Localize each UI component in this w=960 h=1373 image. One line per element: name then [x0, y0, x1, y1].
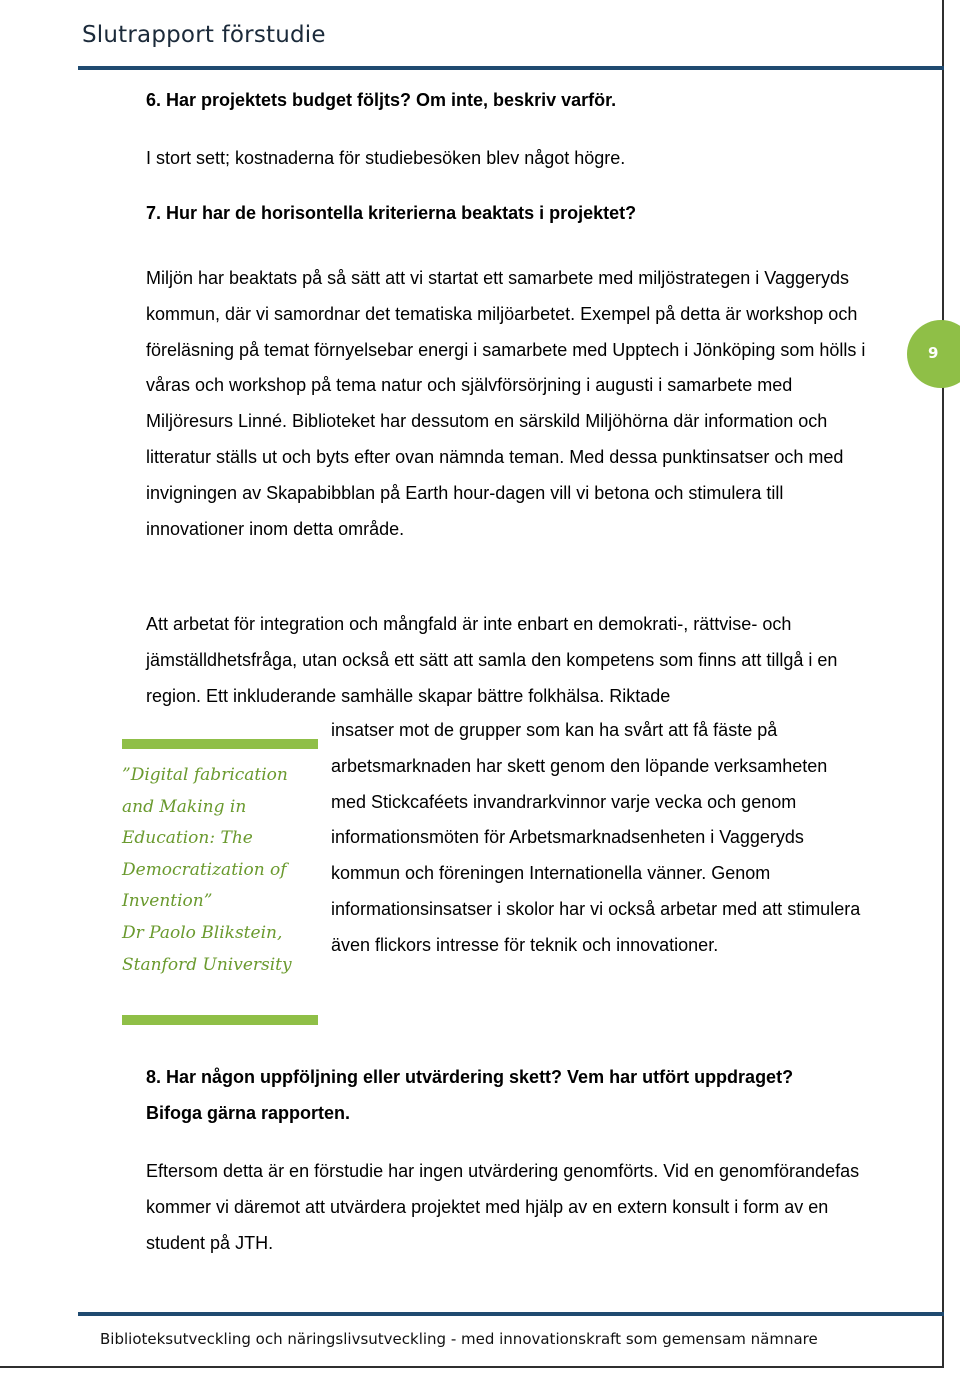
q6-heading: 6. Har projektets budget följts? Om inte, beskriv varför. — [146, 90, 617, 110]
pull-quote-author: Dr Paolo Blikstein, Stanford University — [122, 922, 292, 975]
q6-answer: I stort sett; kostnaderna för studiebesöken blev något högre. — [146, 148, 626, 168]
q7-heading: 7. Hur har de horisontella kriterierna beaktats i projektet? — [146, 203, 637, 223]
q8-heading: 8. Har någon uppföljning eller utvärdering skett? Vem har utfört uppdraget? Bifoga gärna rapporten. — [146, 1067, 794, 1123]
q7-paragraph-1: Miljön har beaktats på så sätt att vi startat ett samarbete med miljöstrategen i Vaggeryds kommun, där vi samordnar det tematiska miljöarbetet. Exempel på detta är workshop och föreläsning på temat förnyelsebar energi i samarbete med Upptech i Jönköping som hölls i våras och workshop på tema natur och självförsörjning i augusti i samarbete med Miljöresurs Linné. Biblioteket har dessutom en särskild Miljöhörna där information och litteratur ställs ut och byts efter ovan nämnda teman. Med dessa punktinsatser och med invigningen av Skapabibblan på Earth hour-dagen vill vi betona och stimulera till innovationer inom detta område. — [146, 268, 866, 539]
pull-quote — [122, 760, 322, 981]
q8-answer: Eftersom detta är en förstudie har ingen utvärdering genomförts. Vid en genomförandefas kommer vi däremot att utvärdera projektet med hjälp av en extern konsult i form av en student på JTH. — [146, 1161, 860, 1253]
page-number: 9 — [928, 344, 939, 362]
pull-quote-title: ”Digital fabrication and Making in Education: The Democratization of Invention” — [122, 765, 288, 912]
footer-text: Biblioteksutveckling och näringslivsutveckling - med innovationskraft som gemensam nämnare — [100, 1330, 818, 1348]
footer-rule — [78, 1312, 944, 1316]
q7-paragraph-2-continued: insatser mot de grupper som kan ha svårt att få fäste på arbetsmarknaden har skett genom den löpande verksamheten med Stickcaféets invandrarkvinnor varje vecka och genom informationsmöten för Arbetsmarknadsenheten i Vaggeryds kommun och föreningen Internationella vänner. Genom informationsinsatser i skolor har vi också arbetar med att stimulera även flickors intresse för teknik och innovationer. — [331, 720, 861, 955]
header-rule — [78, 66, 944, 70]
pull-quote-bottom-rule — [122, 1015, 318, 1025]
page-header-title: Slutrapport förstudie — [82, 22, 326, 48]
pull-quote-top-rule — [122, 739, 318, 749]
q7-paragraph-2: Att arbetat för integration och mångfald är inte enbart en demokrati-, rättvise- och jämställdhetsfråga, utan också ett sätt att samla den kompetens som finns att tillgå i en region. Ett inkluderande samhälle skapar bättre folkhälsa. Riktade — [146, 614, 838, 706]
